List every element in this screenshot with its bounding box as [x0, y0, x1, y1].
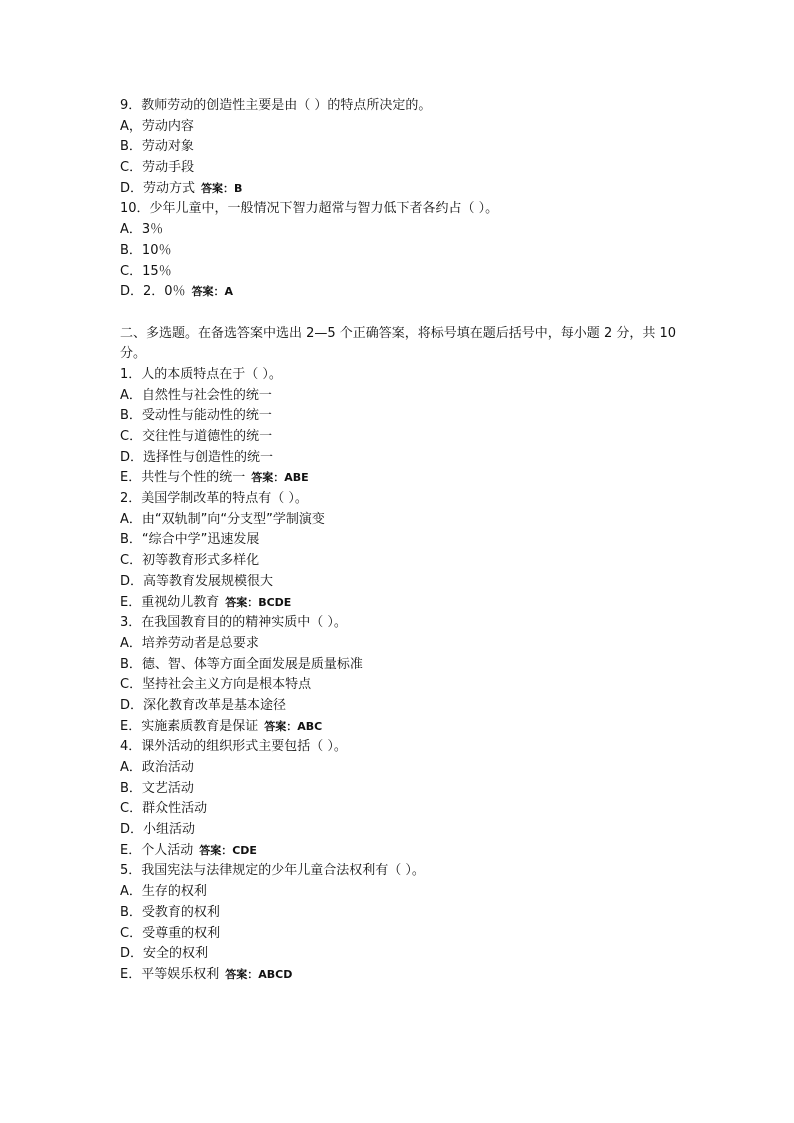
- mc-2-option-c: C．初等教育形式多样化: [120, 553, 260, 569]
- mc-4-option-e-row: [120, 841, 680, 862]
- document-page: [120, 96, 680, 986]
- mc-4-stem: 4．课外活动的组织形式主要包括（ ）。: [120, 739, 347, 755]
- mc-5-option-e: E．平等娱乐权利: [120, 966, 220, 982]
- question-9-option-a: A，劳动内容: [120, 118, 194, 134]
- mc-1-option-a: A．自然性与社会性的统一: [120, 387, 272, 403]
- mc-2-option-e: E．重视幼儿教育: [120, 594, 220, 610]
- question-9-option-d-row: [120, 179, 680, 200]
- question-9-stem: 9．教师劳动的创造性主要是由（ ）的特点所决定的。: [120, 98, 432, 113]
- mc-4-option-e: E．个人活动: [120, 842, 194, 858]
- mc-1-option-e-row: [120, 468, 680, 489]
- question-10-option-b: B．10％: [120, 242, 172, 258]
- mc-3-option-a: A．培养劳动者是总要求: [120, 635, 259, 651]
- mc-4-option-d: D．小组活动: [120, 822, 196, 838]
- mc-4-option-c: C．群众性活动: [120, 801, 208, 817]
- question-10-option-a: A．3％: [120, 222, 164, 238]
- question-9-option-c: C．劳动手段: [120, 160, 195, 176]
- question-10-option-d-row: [120, 282, 680, 303]
- mc-2-stem: 2．美国学制改革的特点有（ ）。: [120, 491, 308, 507]
- mc-5-option-a: A．生存的权利: [120, 884, 207, 900]
- question-9-option-b: B．劳动对象: [120, 139, 194, 155]
- mc-5-stem: 5．我国宪法与法律规定的少年儿童合法权利有（ ）。: [120, 863, 425, 879]
- mc-4-answer: 答案：CDE: [199, 843, 257, 857]
- mc-4-option-b: B．文艺活动: [120, 780, 194, 796]
- mc-2-option-a: A．由“双轨制”向“分支型”学制演变: [120, 511, 325, 527]
- mc-4-option-a: A．政治活动: [120, 760, 194, 776]
- question-10-option-d: D．2．0％: [120, 284, 186, 300]
- mc-3-option-c: C．坚持社会主义方向是根本特点: [120, 677, 312, 693]
- mc-3-option-e-row: [120, 717, 680, 738]
- question-10-answer: 答案：A: [191, 285, 234, 299]
- mc-2-option-b: B．“综合中学”迅速发展: [120, 532, 260, 548]
- question-9-option-d: D．劳动方式: [120, 180, 196, 196]
- mc-1-option-b: B．受动性与能动性的统一: [120, 408, 272, 424]
- mc-1-option-c: C．交往性与道德性的统一: [120, 429, 273, 445]
- mc-1-stem: 1．人的本质特点在于（ ）。: [120, 366, 282, 382]
- mc-3-answer: 答案：ABC: [264, 719, 323, 733]
- mc-5-option-b: B．受教育的权利: [120, 904, 220, 920]
- question-10-option-c: C．15％: [120, 263, 172, 279]
- mc-2-option-e-row: [120, 593, 680, 614]
- mc-3-option-e: E．实施素质教育是保证: [120, 718, 259, 734]
- question-10-stem: 10．少年儿童中，一般情况下智力超常与智力低下者各约占（ ）。: [120, 201, 499, 217]
- mc-3-option-b: B．德、智、体等方面全面发展是质量标准: [120, 656, 363, 672]
- mc-2-option-d: D．高等教育发展规模很大: [120, 573, 274, 589]
- mc-3-stem: 3．在我国教育目的的精神实质中（ ）。: [120, 615, 347, 631]
- mc-5-option-d: D．安全的权利: [120, 946, 209, 962]
- mc-1-option-e: E．共性与个性的统一: [120, 470, 246, 486]
- mc-5-option-c: C．受尊重的权利: [120, 925, 221, 941]
- mc-1-answer: 答案：ABE: [251, 471, 309, 485]
- mc-3-option-d: D．深化教育改革是基本途径: [120, 697, 287, 713]
- mc-1-option-d: D．选择性与创造性的统一: [120, 449, 274, 465]
- question-9-answer: 答案：B: [201, 181, 243, 195]
- mc-2-answer: 答案：BCDE: [225, 595, 292, 609]
- section-spacer: [120, 303, 680, 324]
- mc-5-answer: 答案：ABCD: [225, 967, 293, 981]
- mc-5-option-e-row: [120, 965, 680, 986]
- section-2-heading: 二、多选题。在备选答案中选出 2—5 个正确答案，将标号填在题后括号中，每小题 2 分，共 10 分。: [120, 325, 677, 362]
